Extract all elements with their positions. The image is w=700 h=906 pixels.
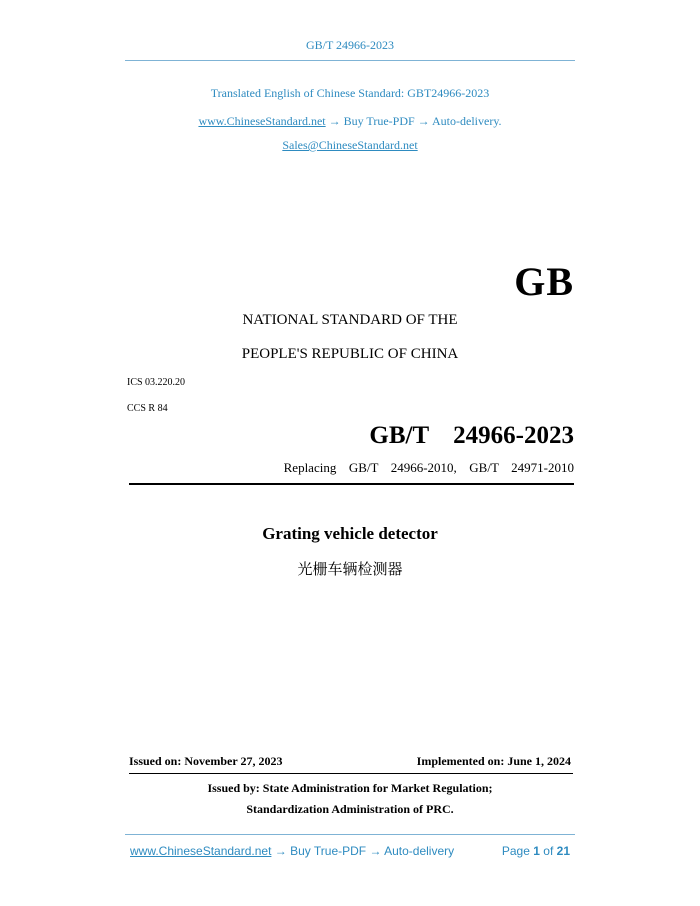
issued-by-line2: Standardization Administration of PRC. bbox=[246, 802, 454, 816]
translation-notice: Translated English of Chinese Standard: GBT24966-2023 bbox=[210, 86, 490, 100]
gb-mark: GB bbox=[514, 259, 574, 304]
ics-code: ICS 03.220.20 bbox=[127, 377, 186, 388]
footer-site-link[interactable]: www.ChineseStandard.net bbox=[130, 844, 272, 858]
buy-line bbox=[0, 114, 700, 129]
email-line bbox=[0, 138, 700, 153]
buy-text: → Buy True-PDF → Auto-delivery. bbox=[325, 114, 502, 128]
page-of: of bbox=[543, 844, 554, 858]
site-link[interactable]: www.ChineseStandard.net bbox=[198, 114, 326, 128]
issued-by-line1: Issued by: State Administration for Market Regulation; bbox=[207, 781, 493, 795]
footer-divider bbox=[125, 834, 575, 835]
document-title-chinese: 光栅车辆检测器 bbox=[297, 560, 403, 578]
implemented-on-date: Implemented on: June 1, 2024 bbox=[416, 754, 571, 768]
footer-buy-line bbox=[130, 844, 454, 858]
national-standard-line2: PEOPLE'S REPUBLIC OF CHINA bbox=[241, 346, 459, 362]
page-label: Page bbox=[501, 844, 530, 858]
page-total: 21 bbox=[556, 844, 570, 858]
title-divider bbox=[129, 483, 574, 485]
document-title-english: Grating vehicle detector bbox=[262, 524, 438, 543]
dates-divider bbox=[129, 773, 573, 774]
national-standard-line1: NATIONAL STANDARD OF THE bbox=[242, 312, 458, 328]
page-current: 1 bbox=[533, 844, 540, 858]
replacing-note: Replacing GB/T 24966-2010, GB/T 24971-2010 bbox=[283, 460, 574, 475]
footer-buy-text: → Buy True-PDF → Auto-delivery bbox=[271, 844, 455, 858]
page-indicator bbox=[502, 844, 570, 858]
issued-on-date: Issued on: November 27, 2023 bbox=[129, 754, 283, 768]
header-divider bbox=[125, 60, 575, 61]
ccs-code: CCS R 84 bbox=[127, 403, 168, 414]
email-link[interactable]: Sales@ChineseStandard.net bbox=[282, 138, 418, 152]
page-header-title: GB/T 24966-2023 bbox=[305, 38, 395, 52]
standard-number: GB/T 24966-2023 bbox=[369, 422, 574, 449]
